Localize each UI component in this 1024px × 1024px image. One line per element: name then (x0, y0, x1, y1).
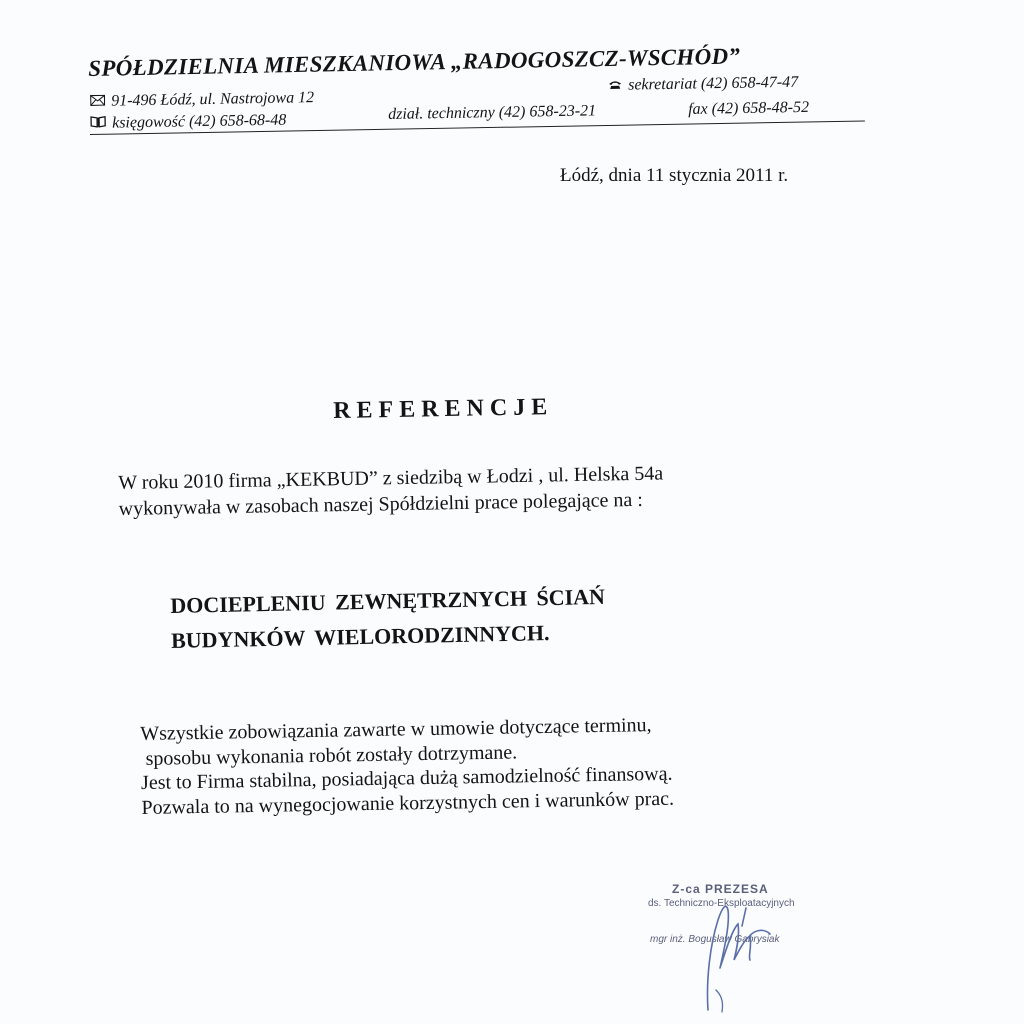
assessment-line: sposobu wykonania robót zostały dotrzymane. (145, 740, 518, 770)
intro-line: wykonywała w zasobach naszej Spółdzielni prace polegające na : (118, 488, 644, 520)
envelope-icon (90, 93, 105, 111)
signature-scribble (680, 890, 790, 1020)
book-icon (90, 115, 106, 133)
fax-number: fax (42) 658-48-52 (688, 98, 810, 118)
secretariat-text: sekretariat (42) 658-47-47 (627, 73, 799, 94)
stamp-department: ds. Techniczno-Eksploatacyjnych (648, 898, 795, 909)
stamp-title: Z-ca PREZESA (672, 882, 769, 896)
assessment-line: Wszystkie zobowiązania zawarte w umowie dotyczące terminu, (140, 714, 652, 745)
works-line: BUDYNKÓW WIELORODZINNYCH. (170, 620, 550, 653)
assessment-line: Pozwala to na wynegocjowanie korzystnych cen i warunków prac. (141, 787, 675, 819)
letter-date: Łódź, dnia 11 stycznia 2011 r. (560, 165, 789, 186)
intro-line: W roku 2010 firma „KEKBUD” z siedzibą w Łodzi , ul. Helska 54a (118, 462, 664, 494)
document-title: REFERENCJE (333, 394, 554, 424)
organization-name: SPÓŁDZIELNIA MIESZKANIOWA „RADOGOSZCZ-WSCHÓD” (88, 43, 741, 81)
technical-dept-phone: dział. techniczny (42) 658-23-21 (388, 102, 597, 123)
works-line: DOCIEPLENIU ZEWNĘTRZNYCH ŚCIAŃ (170, 583, 606, 618)
assessment-line: Jest to Firma stabilna, posiadająca dużą samodzielność finansową. (140, 762, 673, 794)
stamp-person: mgr inż. Bogusław Gabrysiak (650, 934, 780, 945)
postal-address (90, 89, 314, 111)
accounting-phone (90, 112, 286, 134)
assessment-paragraph (140, 709, 902, 820)
address-text: 91-496 Łódź, ul. Nastrojowa 12 (110, 89, 315, 110)
accounting-text: księgowość (42) 658-68-48 (111, 111, 287, 132)
secretariat-phone (608, 74, 798, 96)
official-stamp (640, 880, 840, 1020)
telephone-icon (608, 77, 622, 95)
intro-paragraph (118, 457, 879, 522)
works-description (170, 579, 606, 658)
